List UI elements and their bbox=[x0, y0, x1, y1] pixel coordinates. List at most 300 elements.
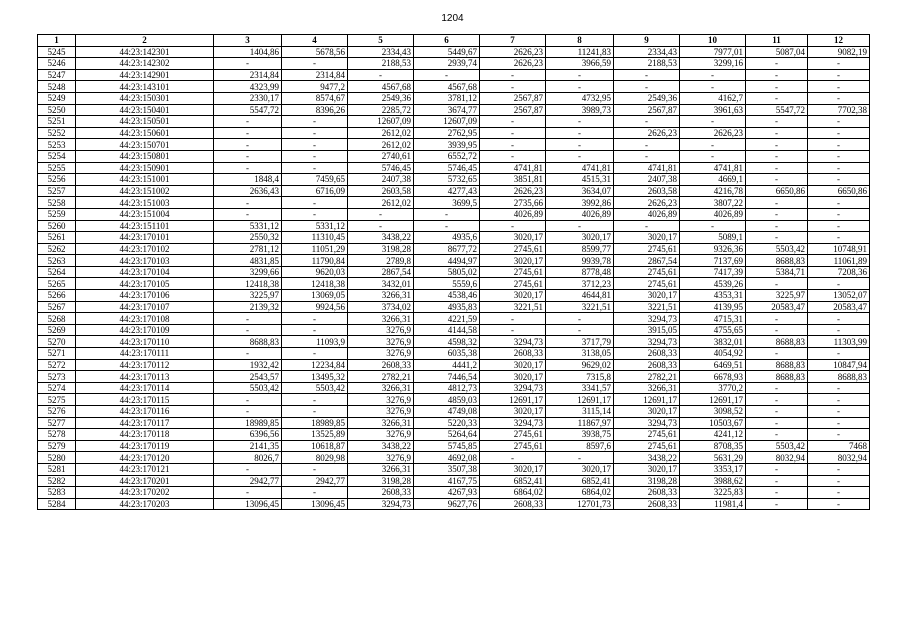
table-cell: - bbox=[414, 220, 480, 232]
table-cell: 3266,31 bbox=[348, 290, 414, 302]
table-cell: 4859,03 bbox=[414, 394, 480, 406]
table-cell: 5270 bbox=[38, 336, 76, 348]
table-cell: 3020,17 bbox=[480, 371, 546, 383]
table-cell: - bbox=[808, 197, 870, 209]
table-cell: 1404,86 bbox=[214, 46, 282, 58]
table-cell: 44:23:170102 bbox=[76, 243, 214, 255]
table-cell: 5276 bbox=[38, 406, 76, 418]
table-cell: 5631,29 bbox=[680, 452, 746, 464]
table-cell: 11051,29 bbox=[282, 243, 348, 255]
table-cell: 5277 bbox=[38, 417, 76, 429]
table-cell: - bbox=[808, 394, 870, 406]
table-cell: - bbox=[480, 116, 546, 128]
table-cell: 5248 bbox=[38, 81, 76, 93]
table-cell: 3294,73 bbox=[348, 498, 414, 510]
table-cell: 3020,17 bbox=[480, 359, 546, 371]
table-cell: - bbox=[480, 150, 546, 162]
table-cell: 4277,43 bbox=[414, 185, 480, 197]
table-cell: - bbox=[614, 116, 680, 128]
table-cell: 44:23:170113 bbox=[76, 371, 214, 383]
table-cell: 8688,83 bbox=[214, 336, 282, 348]
table-cell: 11867,97 bbox=[546, 417, 614, 429]
table-cell: 11241,83 bbox=[546, 46, 614, 58]
table-cell: 4567,68 bbox=[414, 81, 480, 93]
table-cell: 7459,65 bbox=[282, 174, 348, 186]
table-cell: 13096,45 bbox=[282, 498, 348, 510]
table-cell: 2314,84 bbox=[282, 69, 348, 81]
table-cell: - bbox=[746, 232, 808, 244]
table-cell: 5265 bbox=[38, 278, 76, 290]
table-cell: 4669,1 bbox=[680, 174, 746, 186]
table-cell: 3717,79 bbox=[546, 336, 614, 348]
table-cell: - bbox=[282, 127, 348, 139]
table-cell: 2608,33 bbox=[614, 348, 680, 360]
table-cell: 2549,36 bbox=[614, 92, 680, 104]
table-cell: 5257 bbox=[38, 185, 76, 197]
table-cell: 5245 bbox=[38, 46, 76, 58]
table-cell: 2636,43 bbox=[214, 185, 282, 197]
table-cell: 44:23:150701 bbox=[76, 139, 214, 151]
table-cell: 44:23:170120 bbox=[76, 452, 214, 464]
table-cell: 12607,09 bbox=[414, 116, 480, 128]
table-cell: 6469,51 bbox=[680, 359, 746, 371]
table-cell: 44:23:170108 bbox=[76, 313, 214, 325]
table-cell: - bbox=[808, 348, 870, 360]
table-cell: 5259 bbox=[38, 208, 76, 220]
table-cell: 6552,72 bbox=[414, 150, 480, 162]
table-cell: 8597,6 bbox=[546, 440, 614, 452]
table-cell: 6864,02 bbox=[480, 487, 546, 499]
table-row bbox=[38, 266, 870, 278]
table-cell: 3294,73 bbox=[480, 336, 546, 348]
table-cell: 44:23:142301 bbox=[76, 46, 214, 58]
table-cell: 3915,05 bbox=[614, 324, 680, 336]
table-cell: - bbox=[480, 313, 546, 325]
table-cell: - bbox=[746, 463, 808, 475]
table-cell: - bbox=[214, 116, 282, 128]
table-cell: 3299,16 bbox=[680, 58, 746, 70]
table-cell: 5250 bbox=[38, 104, 76, 116]
table-cell: 2612,02 bbox=[348, 197, 414, 209]
table-cell: 2626,23 bbox=[480, 46, 546, 58]
table-cell: 13069,05 bbox=[282, 290, 348, 302]
table-cell: 5258 bbox=[38, 197, 76, 209]
column-header-11: 11 bbox=[746, 35, 808, 47]
table-cell: 44:23:142901 bbox=[76, 69, 214, 81]
table-cell: 6864,02 bbox=[546, 487, 614, 499]
table-cell: - bbox=[746, 162, 808, 174]
column-header-3: 3 bbox=[214, 35, 282, 47]
table-cell: 18989,85 bbox=[282, 417, 348, 429]
table-cell: 5268 bbox=[38, 313, 76, 325]
table-cell: 11310,45 bbox=[282, 232, 348, 244]
table-cell: 13495,32 bbox=[282, 371, 348, 383]
table-cell: 11093,9 bbox=[282, 336, 348, 348]
table-cell: - bbox=[746, 324, 808, 336]
table-row bbox=[38, 116, 870, 128]
table-cell: - bbox=[214, 324, 282, 336]
table-cell: 2745,61 bbox=[480, 278, 546, 290]
table-cell: 44:23:143101 bbox=[76, 81, 214, 93]
table-cell: 44:23:170117 bbox=[76, 417, 214, 429]
table-cell: 44:23:170103 bbox=[76, 255, 214, 267]
table-cell: 3266,31 bbox=[348, 313, 414, 325]
table-cell: - bbox=[214, 348, 282, 360]
table-cell: 5732,65 bbox=[414, 174, 480, 186]
table-cell: 4741,81 bbox=[614, 162, 680, 174]
table-cell: 7315,8 bbox=[546, 371, 614, 383]
page-number: 1204 bbox=[441, 13, 464, 24]
table-cell: 5267 bbox=[38, 301, 76, 313]
table-cell: 2314,84 bbox=[214, 69, 282, 81]
table-cell: 12691,17 bbox=[614, 394, 680, 406]
table-cell: - bbox=[808, 139, 870, 151]
table-cell: 13052,07 bbox=[808, 290, 870, 302]
column-header-6: 6 bbox=[414, 35, 480, 47]
table-cell: 5246 bbox=[38, 58, 76, 70]
table-cell: - bbox=[214, 197, 282, 209]
table-cell: 44:23:170202 bbox=[76, 487, 214, 499]
table-cell: - bbox=[746, 406, 808, 418]
table-cell: 3781,12 bbox=[414, 92, 480, 104]
table-cell: 3020,17 bbox=[614, 463, 680, 475]
table-cell: 2745,61 bbox=[480, 266, 546, 278]
table-cell: 8026,7 bbox=[214, 452, 282, 464]
table-cell: 44:23:150801 bbox=[76, 150, 214, 162]
table-cell: 12607,09 bbox=[348, 116, 414, 128]
table-cell: 4935,6 bbox=[414, 232, 480, 244]
table-cell: - bbox=[214, 162, 282, 174]
table-cell: 44:23:170104 bbox=[76, 266, 214, 278]
table-row bbox=[38, 463, 870, 475]
table-cell: 3438,22 bbox=[348, 232, 414, 244]
table-cell: 3299,66 bbox=[214, 266, 282, 278]
table-cell: 5262 bbox=[38, 243, 76, 255]
table-cell: 2139,32 bbox=[214, 301, 282, 313]
table-cell: 8574,67 bbox=[282, 92, 348, 104]
table-cell: - bbox=[282, 162, 348, 174]
table-cell: 2608,33 bbox=[614, 487, 680, 499]
table-cell: 4567,68 bbox=[348, 81, 414, 93]
table-cell: 2626,23 bbox=[614, 197, 680, 209]
table-cell: 3221,51 bbox=[614, 301, 680, 313]
table-cell: - bbox=[746, 116, 808, 128]
table-cell: - bbox=[808, 150, 870, 162]
table-cell: - bbox=[614, 139, 680, 151]
table-cell: 11790,84 bbox=[282, 255, 348, 267]
table-cell: 5251 bbox=[38, 116, 76, 128]
table-cell: 2188,53 bbox=[348, 58, 414, 70]
table-cell: 2567,87 bbox=[480, 92, 546, 104]
table-cell: 4323,99 bbox=[214, 81, 282, 93]
table-cell: - bbox=[282, 116, 348, 128]
table-row bbox=[38, 429, 870, 441]
table-cell: 3020,17 bbox=[614, 232, 680, 244]
table-cell: 3276,9 bbox=[348, 324, 414, 336]
table-cell: 2626,23 bbox=[480, 185, 546, 197]
table-cell: - bbox=[680, 139, 746, 151]
table-cell: - bbox=[746, 81, 808, 93]
table-cell: - bbox=[348, 208, 414, 220]
table-cell: 3020,17 bbox=[546, 463, 614, 475]
table-cell: 9326,36 bbox=[680, 243, 746, 255]
table-cell: - bbox=[746, 150, 808, 162]
table-cell: 7977,01 bbox=[680, 46, 746, 58]
table-cell: 3294,73 bbox=[480, 382, 546, 394]
table-cell: - bbox=[480, 220, 546, 232]
table-cell: 5547,72 bbox=[746, 104, 808, 116]
table-cell: 3989,73 bbox=[546, 104, 614, 116]
table-cell: - bbox=[480, 324, 546, 336]
table-cell: 3770,2 bbox=[680, 382, 746, 394]
table-cell: 2745,61 bbox=[614, 243, 680, 255]
table-cell: 2543,57 bbox=[214, 371, 282, 383]
table-cell: 1932,42 bbox=[214, 359, 282, 371]
table-cell: 3266,31 bbox=[348, 382, 414, 394]
table-cell: 6716,09 bbox=[282, 185, 348, 197]
table-cell: 4732,95 bbox=[546, 92, 614, 104]
table-cell: - bbox=[746, 69, 808, 81]
table-cell: - bbox=[808, 220, 870, 232]
table-cell: 44:23:151001 bbox=[76, 174, 214, 186]
table-row bbox=[38, 58, 870, 70]
table-cell: - bbox=[214, 487, 282, 499]
table-cell: - bbox=[282, 463, 348, 475]
table-cell: 3266,31 bbox=[614, 382, 680, 394]
table-cell: - bbox=[746, 475, 808, 487]
table-cell: 5745,85 bbox=[414, 440, 480, 452]
table-cell: 2745,61 bbox=[614, 440, 680, 452]
table-cell: - bbox=[808, 58, 870, 70]
table-cell: 2745,61 bbox=[480, 243, 546, 255]
table-cell: 44:23:151003 bbox=[76, 197, 214, 209]
table-cell: - bbox=[808, 208, 870, 220]
table-cell: 4741,81 bbox=[680, 162, 746, 174]
table-cell: - bbox=[808, 475, 870, 487]
table-cell: 12234,84 bbox=[282, 359, 348, 371]
table-cell: 5253 bbox=[38, 139, 76, 151]
table-cell: - bbox=[746, 382, 808, 394]
table-cell: - bbox=[808, 498, 870, 510]
column-header-12: 12 bbox=[808, 35, 870, 47]
table-cell: 8032,94 bbox=[808, 452, 870, 464]
table-cell: - bbox=[480, 139, 546, 151]
table-cell: 2745,61 bbox=[480, 440, 546, 452]
table-row bbox=[38, 162, 870, 174]
table-cell: 3634,07 bbox=[546, 185, 614, 197]
table-cell: - bbox=[746, 429, 808, 441]
table-cell: 3276,9 bbox=[348, 452, 414, 464]
table-cell: 7468 bbox=[808, 440, 870, 452]
table-cell: - bbox=[808, 69, 870, 81]
table-row bbox=[38, 150, 870, 162]
table-cell: 2188,53 bbox=[614, 58, 680, 70]
table-cell: - bbox=[546, 81, 614, 93]
table-cell: - bbox=[214, 394, 282, 406]
table-cell: - bbox=[214, 150, 282, 162]
table-cell: 5678,56 bbox=[282, 46, 348, 58]
table-row bbox=[38, 313, 870, 325]
table-cell: - bbox=[546, 452, 614, 464]
table-cell: - bbox=[282, 208, 348, 220]
table-cell: - bbox=[214, 208, 282, 220]
table-cell: 44:23:170118 bbox=[76, 429, 214, 441]
table-cell: 44:23:170101 bbox=[76, 232, 214, 244]
table-cell: 3020,17 bbox=[480, 463, 546, 475]
table-cell: - bbox=[546, 150, 614, 162]
table-cell: - bbox=[808, 463, 870, 475]
column-header-7: 7 bbox=[480, 35, 546, 47]
table-cell: 3198,28 bbox=[348, 243, 414, 255]
table-cell: 4221,59 bbox=[414, 313, 480, 325]
table-cell: - bbox=[546, 313, 614, 325]
table-cell: 2407,38 bbox=[348, 174, 414, 186]
table-cell: 3221,51 bbox=[480, 301, 546, 313]
table-body bbox=[38, 46, 870, 510]
table-row bbox=[38, 185, 870, 197]
table-cell: - bbox=[746, 278, 808, 290]
table-cell: 5273 bbox=[38, 371, 76, 383]
table-cell: 44:23:170121 bbox=[76, 463, 214, 475]
table-row bbox=[38, 475, 870, 487]
table-cell: 2612,02 bbox=[348, 127, 414, 139]
table-cell: 3961,63 bbox=[680, 104, 746, 116]
table-cell: 9924,56 bbox=[282, 301, 348, 313]
table-cell: 4692,08 bbox=[414, 452, 480, 464]
table-cell: - bbox=[808, 92, 870, 104]
table-cell: 44:23:170119 bbox=[76, 440, 214, 452]
table-cell: 6678,93 bbox=[680, 371, 746, 383]
table-cell: - bbox=[746, 498, 808, 510]
table-cell: 4026,89 bbox=[480, 208, 546, 220]
table-cell: 3938,75 bbox=[546, 429, 614, 441]
table-cell: 6396,56 bbox=[214, 429, 282, 441]
table-cell: 3276,9 bbox=[348, 406, 414, 418]
table-cell: 2867,54 bbox=[348, 266, 414, 278]
table-cell: - bbox=[214, 406, 282, 418]
table-cell: 2745,61 bbox=[480, 429, 546, 441]
table-cell: - bbox=[808, 81, 870, 93]
table-row bbox=[38, 220, 870, 232]
table-cell: 3020,17 bbox=[480, 232, 546, 244]
table-cell: 3438,22 bbox=[614, 452, 680, 464]
table-cell: - bbox=[614, 220, 680, 232]
table-cell: 2608,33 bbox=[480, 498, 546, 510]
table-cell: 4139,95 bbox=[680, 301, 746, 313]
table-cell: - bbox=[808, 487, 870, 499]
header-row bbox=[38, 35, 870, 47]
table-cell: 18989,85 bbox=[214, 417, 282, 429]
table-cell: - bbox=[282, 139, 348, 151]
table-cell: 5220,33 bbox=[414, 417, 480, 429]
column-header-10: 10 bbox=[680, 35, 746, 47]
table-cell: 3276,9 bbox=[348, 348, 414, 360]
table-cell: 5261 bbox=[38, 232, 76, 244]
table-cell: 44:23:151002 bbox=[76, 185, 214, 197]
table-cell: - bbox=[746, 127, 808, 139]
table-cell: 44:23:170112 bbox=[76, 359, 214, 371]
table-cell: 12701,73 bbox=[546, 498, 614, 510]
table-cell: 12418,38 bbox=[282, 278, 348, 290]
table-cell: 8029,98 bbox=[282, 452, 348, 464]
table-cell: 3276,9 bbox=[348, 429, 414, 441]
table-cell: 3276,9 bbox=[348, 394, 414, 406]
table-cell: 11061,89 bbox=[808, 255, 870, 267]
table-cell: 5278 bbox=[38, 429, 76, 441]
table-row bbox=[38, 197, 870, 209]
table-cell: - bbox=[214, 139, 282, 151]
table-row bbox=[38, 243, 870, 255]
table-row bbox=[38, 301, 870, 313]
table-cell: - bbox=[808, 313, 870, 325]
table-cell: 7137,69 bbox=[680, 255, 746, 267]
table-row bbox=[38, 371, 870, 383]
table-cell: 12691,17 bbox=[546, 394, 614, 406]
table-cell: - bbox=[808, 429, 870, 441]
table-cell: 5283 bbox=[38, 487, 76, 499]
table-cell: 2745,61 bbox=[614, 266, 680, 278]
table-cell: - bbox=[414, 208, 480, 220]
table-cell: - bbox=[282, 324, 348, 336]
table-cell: 5503,42 bbox=[282, 382, 348, 394]
table-cell: 3294,73 bbox=[480, 417, 546, 429]
table-cell: - bbox=[808, 162, 870, 174]
table-row bbox=[38, 452, 870, 464]
table-cell: 3225,83 bbox=[680, 487, 746, 499]
table-cell: - bbox=[808, 406, 870, 418]
table-cell: 2330,17 bbox=[214, 92, 282, 104]
table-cell: 44:23:151004 bbox=[76, 208, 214, 220]
table-row bbox=[38, 348, 870, 360]
table-cell: - bbox=[808, 232, 870, 244]
table-cell: 3098,52 bbox=[680, 406, 746, 418]
table-cell: 3266,31 bbox=[348, 417, 414, 429]
table-cell: 2782,21 bbox=[348, 371, 414, 383]
table-cell: 5331,12 bbox=[214, 220, 282, 232]
table-cell: 8677,72 bbox=[414, 243, 480, 255]
table-cell: - bbox=[282, 394, 348, 406]
table-cell: 8708,35 bbox=[680, 440, 746, 452]
table-cell: 2603,58 bbox=[614, 185, 680, 197]
table-cell: 3939,95 bbox=[414, 139, 480, 151]
table-cell: 3020,17 bbox=[480, 406, 546, 418]
table-cell: 6650,86 bbox=[746, 185, 808, 197]
table-cell: 3988,62 bbox=[680, 475, 746, 487]
table-cell: - bbox=[480, 69, 546, 81]
table-row bbox=[38, 290, 870, 302]
table-cell: 3020,17 bbox=[614, 406, 680, 418]
table-cell: 5087,04 bbox=[746, 46, 808, 58]
table-cell: 5249 bbox=[38, 92, 76, 104]
table-cell: 4831,85 bbox=[214, 255, 282, 267]
table-row bbox=[38, 440, 870, 452]
table-cell: 2550,32 bbox=[214, 232, 282, 244]
table-cell: 2334,43 bbox=[614, 46, 680, 58]
table-cell: 8688,83 bbox=[746, 371, 808, 383]
table-cell: - bbox=[746, 139, 808, 151]
table-cell: 2626,23 bbox=[614, 127, 680, 139]
table-cell: 4741,81 bbox=[546, 162, 614, 174]
table-cell: - bbox=[282, 348, 348, 360]
table-cell: 5280 bbox=[38, 452, 76, 464]
table-cell: 5805,02 bbox=[414, 266, 480, 278]
table-cell: - bbox=[282, 150, 348, 162]
table-cell: 4715,31 bbox=[680, 313, 746, 325]
table-cell: 6852,41 bbox=[480, 475, 546, 487]
table-cell: - bbox=[680, 69, 746, 81]
table-cell: 3674,77 bbox=[414, 104, 480, 116]
table-cell: 6650,86 bbox=[808, 185, 870, 197]
